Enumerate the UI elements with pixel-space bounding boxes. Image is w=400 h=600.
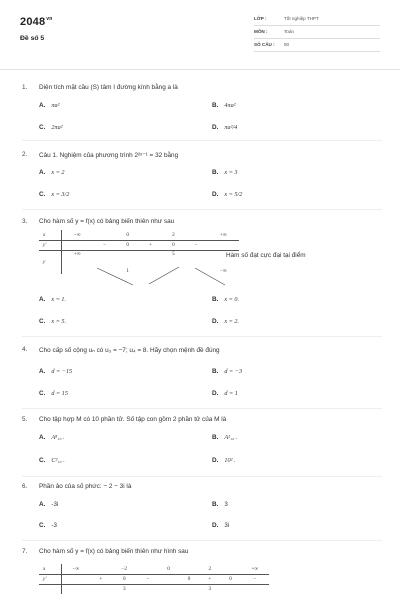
header-divider <box>0 69 400 70</box>
question-number: 2. <box>22 151 28 158</box>
question-text: Diện tích mặt cầu (S) tâm I đường kính bằng a là <box>39 84 178 91</box>
option-b[interactable]: B. x = 0. <box>212 296 240 303</box>
option-a[interactable]: A. x = 2 <box>39 169 65 176</box>
brand-logo: $2048^{vn}$ <box>20 16 53 28</box>
option-b[interactable]: B. 3 <box>212 501 228 508</box>
meta-count: SỐ CÂU : 50 <box>254 40 380 52</box>
document-header <box>0 0 400 66</box>
question-number: 1. <box>22 84 28 91</box>
option-c[interactable]: C. C²₁₀ . <box>39 457 65 464</box>
question-text: Cho cấp số cộng uₙ có u₃ = −7; u₄ = 8. Hãy chọn mệnh đề đúng <box>39 347 220 354</box>
option-a[interactable]: A. -3i <box>39 501 59 508</box>
question-divider <box>22 476 382 477</box>
meta-class: LỚP : Tốt nghiệp THPT <box>254 14 380 26</box>
option-b[interactable]: B. A²₁₀ . <box>212 434 238 441</box>
option-a[interactable]: A. A⁸₁₀ . <box>39 434 65 441</box>
option-a[interactable]: A. πa² <box>39 102 60 109</box>
question-side-text: Hàm số đạt cực đại tại điểm <box>226 252 306 259</box>
option-c[interactable]: C. -3 <box>39 522 57 529</box>
option-c[interactable]: C. d = 15 <box>39 390 68 397</box>
question-number: 6. <box>22 483 28 490</box>
option-c[interactable]: C. 2πa² <box>39 124 63 131</box>
question-number: 5. <box>22 416 28 423</box>
option-d[interactable]: D. 10² . <box>212 457 236 464</box>
option-d[interactable]: D. x = 5/2 <box>212 191 243 198</box>
variation-arrows <box>39 230 239 286</box>
question-divider <box>22 336 382 337</box>
option-d[interactable]: D. 3i <box>212 522 230 529</box>
option-c[interactable]: C. x = 5. <box>39 318 67 325</box>
variation-table: x −∞ −2 0 2 +∞ y' + 0 − 0 + 0 − 3 3 <box>39 564 269 594</box>
question-text: Cho hàm số y = f(x) có bảng biến thiên như hình sau <box>39 548 189 555</box>
question-text: Phần ảo của số phức: − 2 − 3i là <box>39 483 132 490</box>
question-number: 3. <box>22 218 28 225</box>
option-b[interactable]: B. 4πa² <box>212 102 236 109</box>
option-d[interactable]: D. πa²/4 <box>212 124 238 131</box>
option-a[interactable]: A. d = −15 <box>39 368 73 375</box>
question-number: 7. <box>22 548 28 555</box>
question-divider <box>22 140 382 141</box>
option-b[interactable]: B. d = −3 <box>212 368 243 375</box>
variation-table: x −∞ 0 2 +∞ y' − 0 + 0 − y +∞ 1 5 −∞ <box>39 230 239 274</box>
question-divider <box>22 408 382 409</box>
option-b[interactable]: B. x = 3 <box>212 169 238 176</box>
option-a[interactable]: A. x = 1. <box>39 296 67 303</box>
question-number: 4. <box>22 346 28 353</box>
question-divider <box>22 540 382 541</box>
question-text: Cho tập hợp M có 10 phần tử. Số tập con gồm 2 phần tử của M là <box>39 416 227 423</box>
question-text: Câu 1. Nghiệm của phương trình 2²ˣ⁻¹ = 32 bằng <box>39 152 179 159</box>
question-text: Cho hàm số y = f(x) có bảng biến thiên như sau <box>39 218 175 225</box>
exam-title: Đề số 5 <box>20 35 45 42</box>
meta-subject: MÔN : Toán <box>254 27 380 39</box>
option-c[interactable]: C. x = 3/2 <box>39 191 70 198</box>
option-d[interactable]: D. x = 2. <box>212 318 240 325</box>
question-divider <box>22 209 382 210</box>
option-d[interactable]: D. d = 1 <box>212 390 238 397</box>
